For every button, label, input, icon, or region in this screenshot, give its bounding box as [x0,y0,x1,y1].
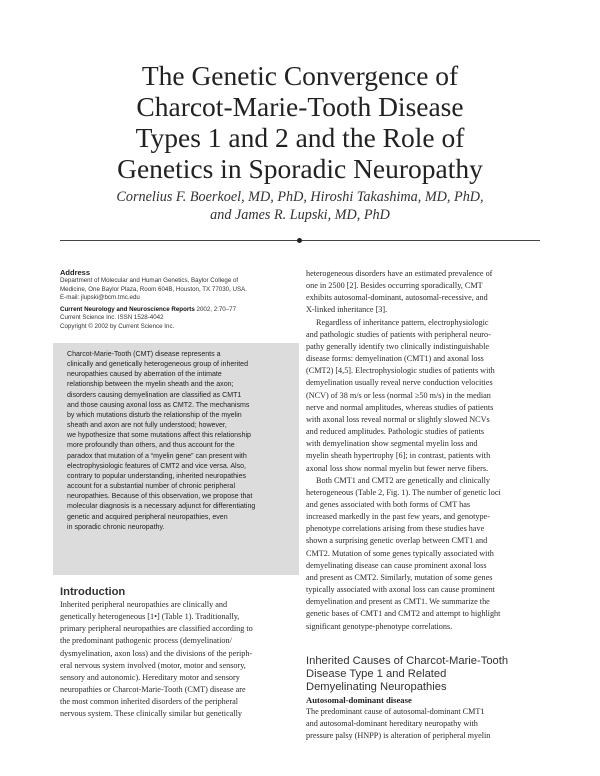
abstract-line: more profoundly than others, and thus account for the [67,442,235,450]
body-line: (CMT2) [4,5]. Electrophysiologic studies of patients with [306,366,495,376]
abstract-line: account for a substantial number of chronic peripheral [67,483,236,491]
body-line: primary peripheral neuropathies are classified according to [60,624,253,634]
author-list [40,188,560,224]
abstract-box [53,343,299,575]
abstract-line: sheath and axon are not fully understood; however, [67,422,227,430]
author-line: Cornelius F. Boerkoel, MD, PhD, Hiroshi Takashima, MD, PhD, [116,189,484,205]
body-line: eral nervous system involved (motor, motor and sensory, [60,660,246,670]
body-line: dysmyelination, axon loss) and the divisions of the periph- [60,648,253,658]
address-heading: Address [60,268,91,277]
abstract-line: neuropathies caused by aberration of the intimate [67,371,222,379]
body-line: phenotype correlations arising from these studies have [306,524,485,534]
body-line: myelin sheath hypertrophy [6]; in contrast, patients with [306,451,491,461]
paragraph-autosomal-dominant [306,706,542,742]
body-line: Both CMT1 and CMT2 are genetically and clinically [316,475,490,485]
inherited-causes-heading [306,655,542,694]
body-line: heterogeneous (Table 2, Fig. 1). The number of genetic loci [306,487,501,497]
body-line: one in 2500 [2]. Besides occurring sporadically, CMT [306,281,483,291]
body-line: typically associated with axonal loss can cause prominent [306,585,495,595]
body-line: exhibits autosomal-dominant, autosomal-recessive, and [306,293,488,303]
body-line: with demyelination show segmental myelin loss and [306,439,478,449]
body-line: significant genotype-phenotype correlations. [306,621,453,631]
title-line: Genetics in Sporadic Neuropathy [117,153,483,184]
body-line: demyelination and present as CMT1. We summarize the [306,597,490,607]
abstract-line: by which mutations disturb the relationship of the myelin [67,411,242,419]
title-line: Charcot-Marie-Tooth Disease [136,91,464,122]
body-line: pressure palsy (HNPP) is alteration of peripheral myelin [306,731,491,740]
abstract-line: neuropathies. Because of this observation, we propose that [67,493,253,501]
paragraph-prevalence [306,268,542,317]
author-line: and James R. Lupski, MD, PhD [210,207,390,223]
address-block [60,268,292,331]
article-title [40,60,560,184]
abstract-line: electrophysiologic features of CMT2 and vice versa. Also, [67,462,246,470]
abstract-line: in sporadic chronic neuropathy. [67,523,165,531]
body-line: nervous system. These clinically similar but genetically [60,709,242,719]
body-line: neuropathies or Charcot-Marie-Tooth (CMT) disease are [60,685,246,695]
body-line: sensory and autonomic). Hereditary motor and sensory [60,672,240,682]
body-line: increased markedly in the past few years, and genotype- [306,512,490,522]
heading-line: Demyelinating Neuropathies [306,680,447,693]
body-line: (NCV) of 38 m/s or less (normal ≥50 m/s) in the median [306,390,491,400]
body-line: Inherited peripheral neuropathies are clinically and [60,600,228,609]
journal-name: Current Neurology and Neuroscience Reports [60,305,195,313]
journal-citation [60,306,292,315]
abstract-line: we hypothesize that some mutations affect this relationship [67,432,251,440]
body-line: and genes associated with both forms of CMT has [306,499,471,509]
abstract-line: paradox that mutation of a “myelin gene” can present with [67,452,247,460]
body-line: demyelinating disease can cause prominent axonal loss [306,560,487,570]
address-line: Department of Molecular and Human Genetics, Baylor College of [60,277,239,284]
body-line: CMT2. Mutation of some genes typically associated with [306,548,494,558]
body-line: and present as CMT2. Similarly, mutation of some genes [306,572,493,582]
abstract-line: and those causing axonal loss as CMT2. The mechanisms [67,401,250,409]
body-line: genetically heterogeneous [1•] (Table 1). Traditionally, [60,612,240,622]
journal-copyright: Copyright © 2002 by Current Science Inc. [60,322,175,330]
body-line: Regardless of inheritance pattern, electrophysiologic [316,317,489,327]
abstract-line: molecular diagnosis is a necessary adjunct for differentiating [67,503,256,511]
intro-heading: Introduction [60,586,126,598]
title-line: The Genetic Convergence of [141,60,459,91]
body-line: and reduced amplitudes. Pathologic studies of patients [306,427,485,437]
body-line: disease forms: demyelination (CMT1) and axonal loss [306,354,484,364]
paragraph-inheritance [306,317,542,475]
body-line: and pathologic studies of patients with peripheral neuro- [306,329,491,339]
autosomal-dominant-subheading: Autosomal-dominant disease [306,694,412,705]
body-line: demyelination usually reveal nerve conduction velocities [306,378,493,388]
journal-volume: 2002, 2:70–77 [194,305,237,313]
paragraph-genetic-overlap [306,475,542,633]
body-line: axonal loss show normal myelin but fewer nerve fibers. [306,463,489,473]
divider-dot [297,238,302,243]
body-line: the most common inherited disorders of the peripheral [60,697,239,707]
heading-line: Disease Type 1 and Related [306,667,447,680]
body-line: pathy generally identify two clinically indistinguishable [306,341,490,351]
right-column [306,268,542,742]
body-line: shown a surprising genetic overlap between CMT1 and [306,536,488,546]
abstract-line: genetic and acquired peripheral neuropathies, even [67,513,228,521]
abstract-line: relationship between the myelin sheath and the axon; [67,381,234,389]
abstract-line: contrary to popular understanding, inherited neuropathies [67,472,247,480]
title-line: Types 1 and 2 and the Role of [135,122,465,153]
abstract-line: Charcot-Marie-Tooth (CMT) disease represents a [67,351,221,358]
journal-issn: Current Science Inc. ISSN 1528-4042 [60,314,164,321]
abstract-line: clinically and genetically heterogeneous group of inherited [67,361,248,369]
body-line: heterogeneous disorders have an estimated prevalence of [306,269,493,278]
heading-line: Inherited Causes of Charcot-Marie-Tooth [306,654,509,667]
body-line: with axonal loss reveal normal or slightly slowed NCVs [306,414,490,424]
abstract-line: disorders causing demyelination are classified as CMT1 [67,391,242,399]
intro-paragraph [60,599,292,721]
body-line: and autosomal-dominant hereditary neuropathy with [306,718,478,728]
body-line: X-linked inheritance [3]. [306,305,388,315]
left-column [60,268,292,721]
address-email: E-mail: jlupski@bcm.tmc.edu [60,294,140,301]
body-line: nerve and normal amplitudes, whereas studies of patients [306,402,494,412]
address-line: Medicine, One Baylor Plaza, Room 604B, Houston, TX 77030, USA. [60,285,247,293]
body-line: the predominant pathogenic process (demyelination/ [60,636,232,646]
body-line: The predominant cause of autosomal-dominant CMT1 [306,706,485,716]
body-line: genetic bases of CMT1 and CMT2 and attempt to highlight [306,609,501,619]
